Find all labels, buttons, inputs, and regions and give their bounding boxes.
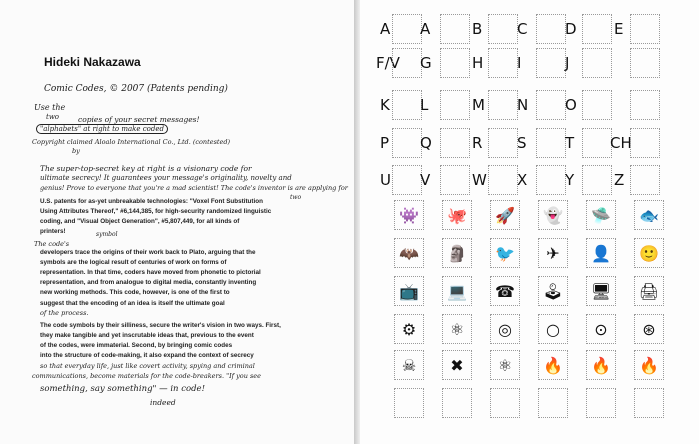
letter-code-box (536, 165, 566, 195)
alphabet-letter: H (472, 54, 484, 72)
alphabet-letter: Y (565, 171, 575, 189)
letter-code-box (488, 14, 518, 44)
alphabet-letter: O (565, 96, 577, 114)
joystick-icon: 🕹 (538, 276, 568, 306)
batman-icon: 🦇 (394, 238, 424, 268)
letter-code-box (582, 128, 612, 158)
letter-code-box (392, 48, 422, 78)
letter-code-box (630, 48, 660, 78)
para1-line4: U.S. patents for as-yet unbreakable technologies: "Voxel Font Substitution (40, 198, 263, 205)
letter-code-box (488, 128, 518, 158)
alphabet-letter: Q (420, 134, 432, 152)
letter-code-box (630, 128, 660, 158)
para2-line4: representation, and from analogue to digital media, constantly inventing (40, 279, 257, 286)
skull-icon: ☠ (394, 350, 424, 380)
medal-icon: ⊙ (586, 314, 616, 344)
author-name: Hideki Nakazawa (44, 55, 141, 69)
letter-code-box (630, 90, 660, 120)
para1-line1: The super-top-secret key at right is a visionary code for (40, 164, 252, 173)
alphabet-letter: S (517, 134, 527, 152)
letter-code-box (536, 14, 566, 44)
para2-line5: new working methods. This code, however, is one of the first to (40, 289, 230, 296)
fish-icon: 🐟 (634, 200, 664, 230)
shield-icon: ⊛ (634, 314, 664, 344)
alphabet-letter: K (380, 96, 390, 114)
para3-line5: so that everyday life, just like covert activity, spying and criminal (40, 362, 255, 370)
fire-icon: 🔥 (586, 350, 616, 380)
letter-code-box (440, 14, 470, 44)
use-the: Use the (34, 103, 66, 112)
ufo-icon: 🛸 (586, 200, 616, 230)
face-icon: 🙂 (634, 238, 664, 268)
letter-code-box (440, 48, 470, 78)
para1-line5: Using Attributes Thereof," #6,144,385, for high-security randomized linguistic (40, 208, 272, 215)
letter-code-box (440, 128, 470, 158)
para1-line7: printers! (40, 228, 66, 235)
letter-code-box (392, 14, 422, 44)
atom-icon: ⚛ (490, 350, 520, 380)
empty-code-box (490, 388, 520, 418)
para2-line1: developers trace the origins of their work back to Plato, arguing that the (40, 249, 256, 256)
gear-icon: ⚛ (442, 314, 472, 344)
target-icon: ◎ (490, 314, 520, 344)
para1-line3: genius! Prove to everyone that you're a mad scientist! The code's inventor is are applying for (40, 184, 348, 192)
title-line: Comic Codes, © 2007 (Patents pending) (44, 84, 228, 94)
right-page (360, 0, 699, 444)
alphabet-letter: E (614, 20, 624, 38)
ship-icon: 🚀 (490, 200, 520, 230)
alphabet-letter: R (472, 134, 483, 152)
monster-icon: 🐙 (442, 200, 472, 230)
para2-line2: symbols are the logical result of centuries of work on forms of (40, 259, 227, 266)
empty-code-box (538, 388, 568, 418)
space-invader-icon: 👾 (394, 200, 424, 230)
phone-icon: ☎ (490, 276, 520, 306)
empty-code-box (394, 388, 424, 418)
alphabet-letter: I (517, 54, 522, 72)
letter-code-box (440, 90, 470, 120)
codes-note: The code's (34, 240, 70, 248)
para3-line7: something, say something" — in code! (40, 384, 205, 394)
copyright-line: Copyright claimed Aloalo International Co., Ltd. (contested) (32, 138, 231, 146)
para3-line3: of the codes, were immaterial. Second, by bringing comic codes (40, 342, 233, 349)
empty-code-box (634, 388, 664, 418)
two-note-2: two (290, 194, 302, 201)
professor-icon: 👤 (586, 238, 616, 268)
alphabet-letter: P (380, 134, 390, 152)
letter-code-box (582, 90, 612, 120)
para3-line4: into the structure of code-making, it also expand the context of secrecy (40, 352, 254, 359)
alphabet-letter: C (517, 20, 528, 38)
letter-code-box (582, 14, 612, 44)
two-note: two (46, 113, 60, 121)
flame2-icon: 🔥 (634, 350, 664, 380)
letter-code-box (582, 48, 612, 78)
by-note: by (72, 147, 80, 155)
alphabet-letter: A (380, 20, 391, 38)
para2-line6: suggest that the encoding of an idea is itself the ultimate goal (40, 300, 225, 307)
tv-icon: 📺 (394, 276, 424, 306)
empty-code-box (442, 388, 472, 418)
alphabet-letter: L (420, 96, 429, 114)
ghost-icon: 👻 (538, 200, 568, 230)
letter-code-box (488, 48, 518, 78)
letter-code-box (488, 90, 518, 120)
bird-icon: 🐦 (490, 238, 520, 268)
flame-icon: 🔥 (538, 350, 568, 380)
alphabet-letter: Z (614, 171, 625, 189)
crossbones-icon: ✖ (442, 350, 472, 380)
alphabet-letter: V (420, 171, 431, 189)
alphabet-letter: X (517, 171, 528, 189)
alphabets-circled: "alphabets" at right to make coded (36, 124, 168, 134)
alphabet-letter: F/V (376, 54, 400, 72)
badge-icon: ⚙ (394, 314, 424, 344)
para3-line1: The code symbols by their silliness, secure the writer's vision in two ways. First, (40, 322, 281, 329)
computer-icon: 💻 (442, 276, 472, 306)
alphabet-letter: J (565, 54, 570, 72)
monitor-icon: 🖥 (586, 276, 616, 306)
printer-icon: 🖨 (634, 276, 664, 306)
empty-code-box (586, 388, 616, 418)
letter-code-box (440, 165, 470, 195)
letter-code-box (488, 165, 518, 195)
alphabet-letter: W (472, 171, 487, 189)
alphabet-letter: A (420, 20, 431, 38)
letter-code-box (630, 14, 660, 44)
alphabet-letter: B (472, 20, 483, 38)
letter-code-box (582, 165, 612, 195)
alphabet-letter: G (420, 54, 432, 72)
indeed-note: indeed (150, 398, 176, 407)
alphabet-letter: M (472, 96, 485, 114)
para3-line6: communications, become materials for the code-breakers. "If you see (32, 372, 261, 380)
para1-line6: coding, and "Visual Object Generation", #5,807,449, for all kinds of (40, 218, 240, 225)
para2-line7: of the process. (40, 309, 89, 317)
letter-code-box (630, 165, 660, 195)
para3-line2: they make tangible and yet inscrutable ideas that, previous to the event (40, 332, 254, 339)
letter-code-box (392, 165, 422, 195)
letter-code-box (392, 128, 422, 158)
alphabet-letter: CH (610, 134, 632, 152)
para1-line2: ultimate secrecy! It guarantees your message's originality, novelty and (40, 174, 292, 182)
alphabet-letter: N (517, 96, 529, 114)
letter-code-box (536, 90, 566, 120)
jet-icon: ✈ (538, 238, 568, 268)
copies-line: copies of your secret messages! (78, 115, 200, 124)
letter-code-box (536, 48, 566, 78)
ring-icon: ○ (538, 314, 568, 344)
alphabet-letter: T (565, 134, 575, 152)
alphabet-letter: D (565, 20, 577, 38)
symbol-note: symbol (96, 231, 118, 238)
alphabet-letter: U (380, 171, 391, 189)
para2-line3: representation. In that time, coders have moved from phonetic to pictorial (40, 269, 261, 276)
letter-code-box (392, 90, 422, 120)
bust-icon: 🗿 (442, 238, 472, 268)
letter-code-box (536, 128, 566, 158)
